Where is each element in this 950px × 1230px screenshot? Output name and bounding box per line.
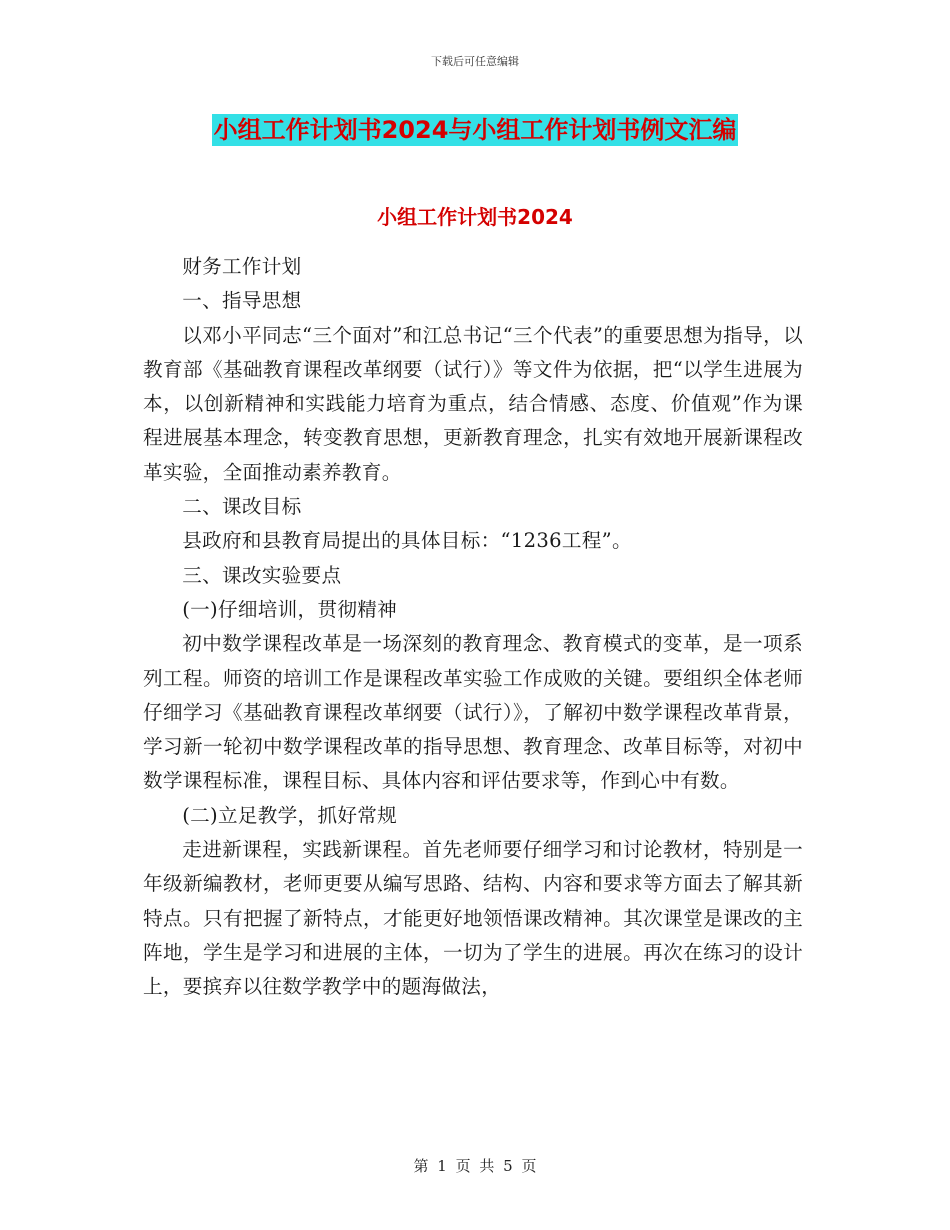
- paragraph: (一)仔细培训，贯彻精神: [182, 597, 398, 621]
- main-title-text: 小组工作计划书2024与小组工作计划书例文汇编: [213, 116, 737, 144]
- header-note: 下载后可任意编辑: [431, 55, 519, 68]
- document-main-title: [0, 114, 950, 146]
- paragraph: 以邓小平同志“三个面对”和江总书记“三个代表”的重要思想为指导，以教育部《基础教育课程改革纲要（试行）》等文件为依据，把“以学生进展为本，以创新精神和实践能力培育为重点，结合情感、态度、价值观”作为课程进展基本理念，转变教育思想，更新教育理念，扎实有效地开展新课程改革实验，全面推动素养教育。: [143, 323, 803, 484]
- paragraph: 一、指导思想: [182, 289, 302, 313]
- paragraph: (二)立足教学，抓好常规: [182, 803, 398, 827]
- page-number-footer: 第 1 页 共 5 页: [413, 1157, 537, 1175]
- paragraph: 二、课改目标: [182, 495, 302, 519]
- document-body: [143, 250, 803, 1005]
- paragraph: 财务工作计划: [182, 255, 302, 278]
- paragraph: 三、课改实验要点: [182, 563, 342, 587]
- section-title: 小组工作计划书2024: [377, 205, 573, 229]
- paragraph: 走进新课程，实践新课程。首先老师要仔细学习和讨论教材，特别是一年级新编教材，老师更要从编写思路、结构、内容和要求等方面去了解其新特点。只有把握了新特点，才能更好地领悟课改精神。其次课堂是课改的主阵地，学生是学习和进展的主体，一切为了学生的进展。再次在练习的设计上，要摈弃以往数学教学中的题海做法，: [143, 838, 803, 999]
- paragraph: 县政府和县教育局提出的具体目标：“1236工程”。: [182, 529, 632, 553]
- paragraph: 初中数学课程改革是一场深刻的教育理念、教育模式的变革，是一项系列工程。师资的培训工作是课程改革实验工作成败的关键。要组织全体老师仔细学习《基础教育课程改革纲要（试行）》，了解初中数学课程改革背景，学习新一轮初中数学课程改革的指导思想、教育理念、改革目标等，对初中数学课程标准，课程目标、具体内容和评估要求等，作到心中有数。: [143, 632, 803, 793]
